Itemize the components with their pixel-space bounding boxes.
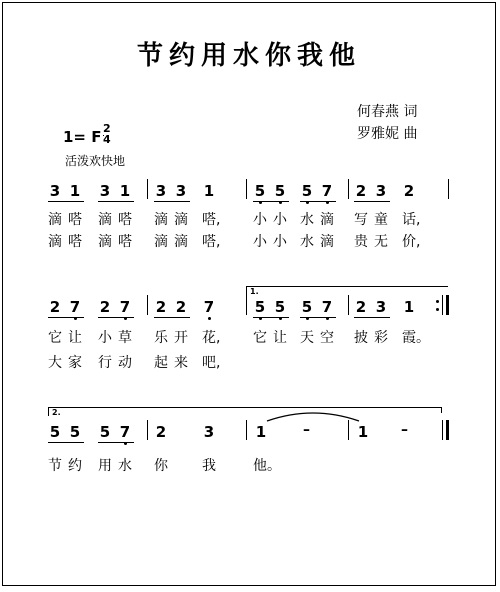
- lyric: 滴: [48, 234, 62, 250]
- repeat-barline-thin: [442, 295, 443, 315]
- underline-beam: [98, 317, 134, 318]
- lyric: 滴: [320, 234, 334, 250]
- lyric: 天: [300, 330, 314, 346]
- barline: [348, 179, 349, 199]
- lyric: 滴: [174, 234, 188, 250]
- volta-bracket: [48, 407, 441, 408]
- underline-beam: [300, 317, 336, 318]
- volta-bracket: [246, 286, 448, 287]
- volta-bracket-tick: [246, 286, 247, 295]
- underline-beam: [300, 201, 336, 202]
- lyric: 披: [354, 330, 368, 346]
- lyricist-credit: 何春燕 词: [357, 104, 418, 120]
- underline-beam: [48, 442, 84, 443]
- barline: [348, 295, 349, 315]
- lyric: 彩: [374, 330, 388, 346]
- underline-beam: [98, 201, 134, 202]
- note: 1: [203, 182, 215, 200]
- note: 1: [403, 298, 415, 316]
- lyric: 嗒: [68, 212, 82, 228]
- note: 2: [155, 298, 167, 316]
- barline: [246, 420, 247, 440]
- lyric: 节: [48, 458, 62, 474]
- lyric: 无: [374, 234, 388, 250]
- note: 3: [49, 182, 61, 200]
- lyric: 吧,: [202, 355, 221, 371]
- barline: [246, 179, 247, 199]
- note: 2: [49, 298, 61, 316]
- lyric: 起: [154, 355, 168, 371]
- note: 5: [274, 298, 286, 316]
- lyric: 滴: [98, 212, 112, 228]
- note: 3: [375, 298, 387, 316]
- lyric: 乐: [154, 330, 168, 346]
- lyric: 滴: [174, 212, 188, 228]
- note: 3: [155, 182, 167, 200]
- lyric: 行: [98, 355, 112, 371]
- note: 2: [99, 298, 111, 316]
- repeat-dot: [436, 300, 439, 303]
- lyric: 动: [118, 355, 132, 371]
- barline: [348, 420, 349, 440]
- underline-beam: [154, 317, 190, 318]
- note: 7: [321, 182, 333, 200]
- repeat-barline-thick: [446, 295, 449, 315]
- note: 5: [301, 182, 313, 200]
- lyric: 嗒: [118, 234, 132, 250]
- lyric: 滴: [154, 234, 168, 250]
- lyric: 开: [174, 330, 188, 346]
- note: 2: [355, 298, 367, 316]
- barline: [147, 420, 148, 440]
- lyric: 用: [98, 458, 112, 474]
- note: 5: [254, 298, 266, 316]
- barline: [448, 179, 449, 199]
- lyric: 水: [300, 234, 314, 250]
- lyric: 写: [354, 212, 368, 228]
- lyric: 小: [253, 234, 267, 250]
- note: 3: [99, 182, 111, 200]
- note: 1: [357, 423, 369, 441]
- lyric: 嗒,: [202, 234, 221, 250]
- tie-arc: [265, 407, 361, 423]
- lyric: 让: [68, 330, 82, 346]
- note: 5: [301, 298, 313, 316]
- time-signature-divider: [103, 135, 104, 136]
- lyric: 水: [118, 458, 132, 474]
- lyric: 大: [48, 355, 62, 371]
- lyric: 花,: [202, 330, 221, 346]
- note: 2: [175, 298, 187, 316]
- note: 5: [99, 423, 111, 441]
- lyric: 滴: [48, 212, 62, 228]
- lyric: 让: [273, 330, 287, 346]
- music-sheet: [2, 2, 496, 586]
- lyric: 来: [174, 355, 188, 371]
- note: 7: [119, 423, 131, 441]
- note: 3: [375, 182, 387, 200]
- lyric: 你: [154, 458, 168, 474]
- barline: [147, 295, 148, 315]
- barline: [147, 179, 148, 199]
- lyric: 小: [273, 212, 287, 228]
- note: 5: [49, 423, 61, 441]
- underline-beam: [354, 201, 390, 202]
- lyric: 他。: [253, 458, 281, 474]
- lyric: 霞。: [402, 330, 430, 346]
- note: 1: [255, 423, 267, 441]
- note: 1: [119, 182, 131, 200]
- barline: [246, 295, 247, 315]
- sustain-dash: –: [401, 422, 408, 438]
- composer-credit: 罗雅妮 曲: [357, 126, 418, 142]
- lyric: 约: [68, 458, 82, 474]
- key-signature: 1= F: [63, 128, 102, 146]
- note: 7: [203, 298, 215, 316]
- note: 5: [254, 182, 266, 200]
- lyric: 价,: [402, 234, 421, 250]
- lyric: 小: [98, 330, 112, 346]
- tempo-marking: 活泼欢快地: [65, 154, 126, 168]
- lyric: 水: [300, 212, 314, 228]
- volta-number: 1.: [250, 287, 259, 296]
- note: 7: [321, 298, 333, 316]
- song-title: 节约用水你我他: [136, 41, 361, 71]
- lyric: 小: [253, 212, 267, 228]
- final-barline-thin: [442, 420, 443, 440]
- lyric: 我: [202, 458, 216, 474]
- time-signature: [103, 123, 111, 145]
- note: 1: [69, 182, 81, 200]
- volta-bracket-tick: [441, 407, 442, 413]
- time-signature-bottom: 4: [103, 133, 111, 146]
- lyric: 嗒,: [202, 212, 221, 228]
- lyric: 话,: [402, 212, 421, 228]
- note: 7: [69, 298, 81, 316]
- underline-beam: [354, 317, 390, 318]
- lyric: 童: [374, 212, 388, 228]
- underline-beam: [253, 201, 289, 202]
- final-barline-thick: [446, 420, 449, 440]
- note: 3: [203, 423, 215, 441]
- time-signature-top: 2: [103, 122, 111, 135]
- note: 2: [155, 423, 167, 441]
- volta-number: 2.: [52, 408, 61, 417]
- note: 7: [119, 298, 131, 316]
- lyric: 滴: [320, 212, 334, 228]
- lyric: 小: [273, 234, 287, 250]
- underline-beam: [48, 317, 84, 318]
- lyric: 它: [48, 330, 62, 346]
- note: 5: [274, 182, 286, 200]
- underline-beam: [48, 201, 84, 202]
- lyric: 滴: [154, 212, 168, 228]
- lyric: 它: [253, 330, 267, 346]
- sustain-dash: –: [303, 422, 310, 438]
- underline-beam: [98, 442, 134, 443]
- lyric: 空: [320, 330, 334, 346]
- lyric: 滴: [98, 234, 112, 250]
- lyric: 嗒: [68, 234, 82, 250]
- note: 2: [403, 182, 415, 200]
- volta-bracket-tick: [48, 407, 49, 416]
- lyric: 草: [118, 330, 132, 346]
- note: 5: [69, 423, 81, 441]
- note: 3: [175, 182, 187, 200]
- underline-beam: [154, 201, 190, 202]
- lyric: 嗒: [118, 212, 132, 228]
- underline-beam: [253, 317, 289, 318]
- lyric: 贵: [354, 234, 368, 250]
- repeat-dot: [436, 308, 439, 311]
- note: 2: [355, 182, 367, 200]
- lyric: 家: [68, 355, 82, 371]
